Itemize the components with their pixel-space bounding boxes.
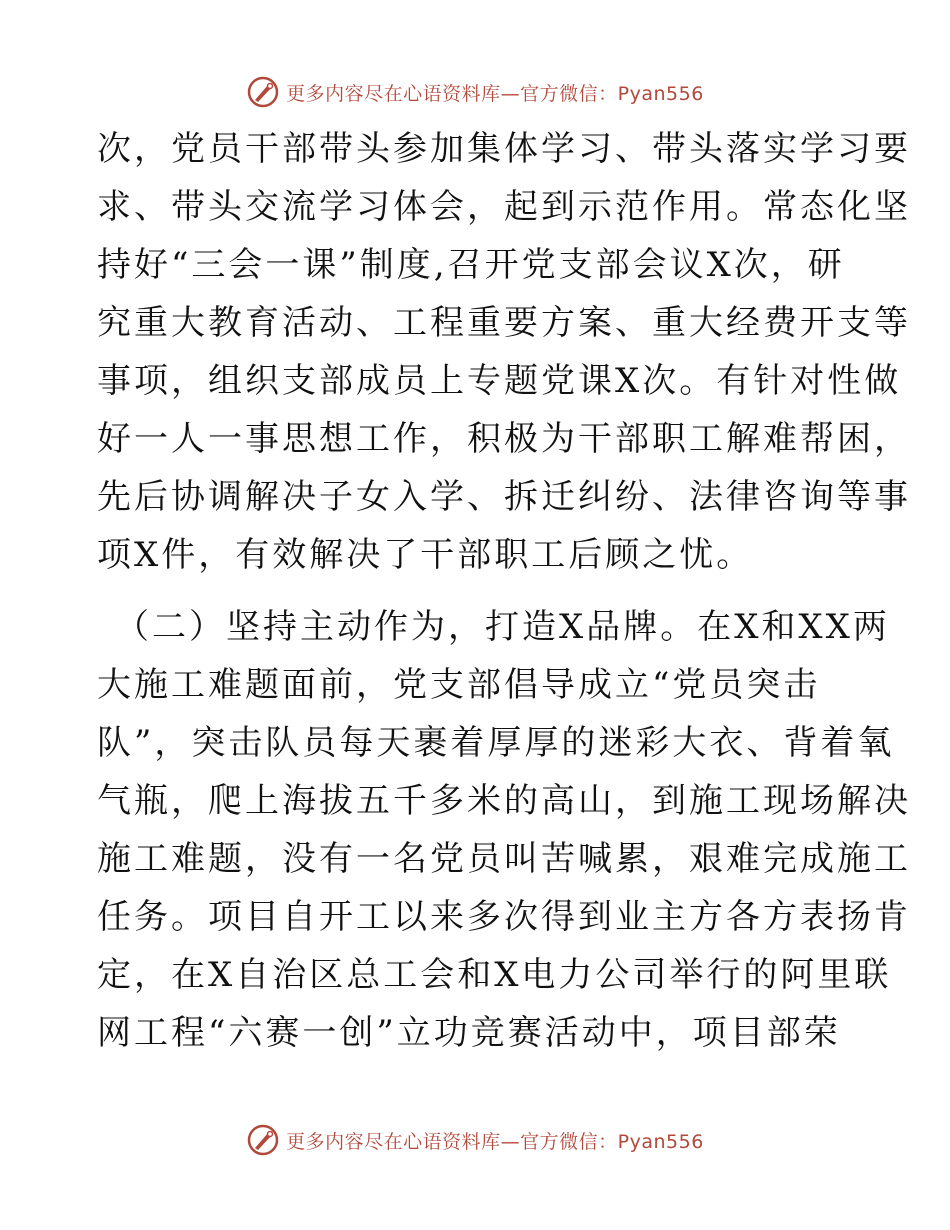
text-line: 先后协调解决子女入学、拆迁纠纷、法律咨询等事 [97, 477, 911, 517]
text-line: 气瓶，爬上海拔五千多米的高山，到施工现场解决 [97, 781, 911, 821]
text-line: 次，党员干部带头参加集体学习、带头落实学习要 [97, 129, 911, 169]
watermark-banner-bottom [0, 1120, 950, 1160]
paragraph [97, 120, 911, 584]
text-line: 大施工难题面前，党支部倡导成立“党员突击 [97, 665, 821, 705]
watermark-text: 更多内容尽在心语资料库—官方微信：Pyan556 [286, 82, 704, 105]
paragraph [97, 598, 911, 1062]
text-line: 好一人一事思想工作，积极为干部职工解难帮困， [97, 419, 911, 459]
text-line: 任务。项目自开工以来多次得到业主方各方表扬肯 [97, 897, 911, 937]
pen-logo-icon [246, 1123, 280, 1157]
text-line: 队”，突击队员每天裹着厚厚的迷彩大衣、背着氧 [97, 723, 895, 763]
watermark-banner-top [0, 72, 950, 112]
text-line: 项X件，有效解决了干部职工后顾之忧。 [97, 535, 754, 575]
text-line: 持好“三会一课”制度,召开党支部会议X次，研 [97, 245, 845, 285]
document-body [97, 120, 911, 1062]
text-line: 究重大教育活动、工程重要方案、重大经费开支等 [97, 303, 911, 343]
pen-logo-icon [246, 75, 280, 109]
text-line: 施工难题，没有一名党员叫苦喊累，艰难完成施工 [97, 839, 911, 879]
text-line: 求、带头交流学习体会，起到示范作用。常态化坚 [97, 187, 911, 227]
text-line: 网工程“六赛一创”立功竞赛活动中，项目部荣 [97, 1013, 841, 1053]
section-heading-line: （二）坚持主动作为，打造X品牌。在X和XX两 [115, 607, 890, 647]
text-line: 事项，组织支部成员上专题党课X次。有针对性做 [97, 361, 902, 401]
watermark-text: 更多内容尽在心语资料库—官方微信：Pyan556 [286, 1130, 704, 1153]
text-line: 定，在X自治区总工会和X电力公司举行的阿里联 [97, 955, 892, 995]
